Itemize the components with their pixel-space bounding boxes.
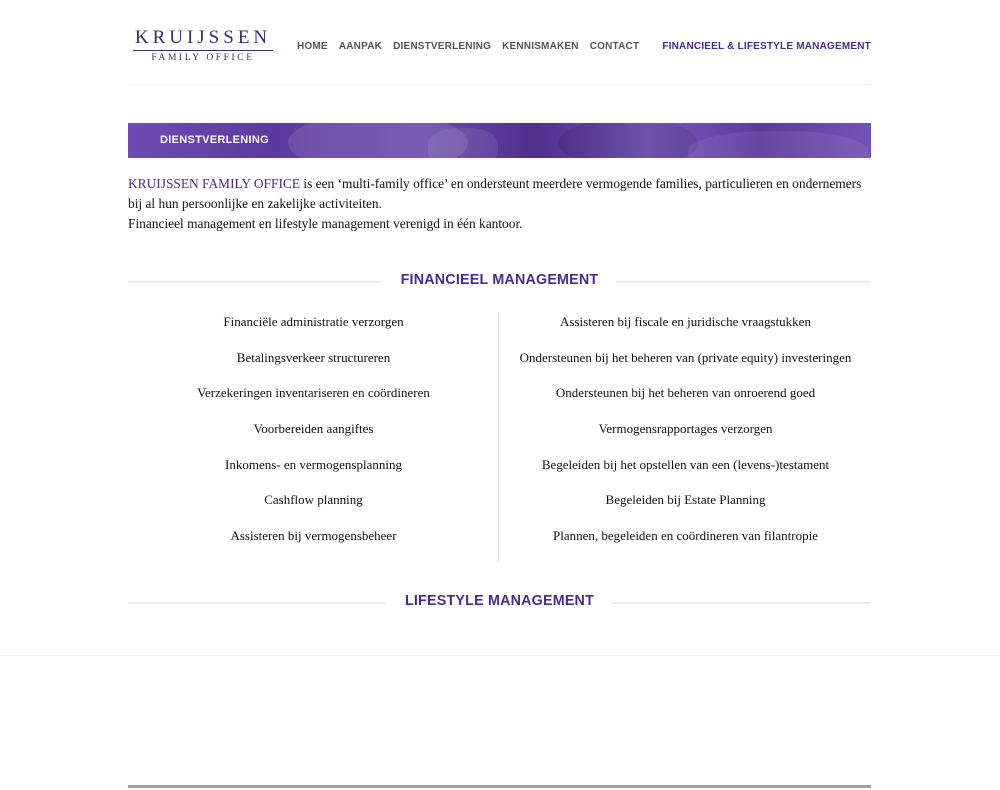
intro-brand: KRUIJSSEN FAMILY OFFICE bbox=[128, 176, 301, 191]
banner-decoration bbox=[428, 128, 498, 158]
list-item: Begeleiden bij Estate Planning bbox=[605, 492, 766, 508]
nav-kennismaken[interactable]: KENNISMAKEN bbox=[502, 41, 579, 52]
list-item: Betalingsverkeer structureren bbox=[236, 349, 391, 365]
banner-decoration bbox=[688, 131, 868, 158]
section-header-financieel bbox=[128, 272, 871, 292]
list-item: Begeleiden bij het opstellen van een (levens-)testament bbox=[541, 456, 830, 472]
cropped-text-stroke bbox=[128, 785, 871, 788]
section-title-financieel: FINANCIEEL MANAGEMENT bbox=[400, 272, 599, 288]
header-divider bbox=[128, 84, 871, 85]
list-item: Vermogensrapportages verzorgen bbox=[598, 421, 773, 437]
banner-title: DIENSTVERLENING bbox=[160, 134, 270, 146]
logo-main-text: KRUIJSSEN bbox=[134, 27, 272, 48]
intro-text: is een ‘multi-family office’ en ondersteunt meerdere vermogende families, particulieren en ondernemers bij al hun persoonlijke en zakelijke activiteiten. bbox=[128, 176, 862, 211]
list-item: Inkomens- en vermogensplanning bbox=[225, 456, 402, 472]
section-header-lifestyle bbox=[128, 593, 871, 613]
header-tagline: FINANCIEEL & LIFESTYLE MANAGEMENT bbox=[662, 41, 871, 52]
nav-aanpak[interactable]: AANPAK bbox=[338, 41, 383, 52]
list-item: Voorbereiden aangiftes bbox=[253, 421, 374, 437]
banner-decoration bbox=[558, 123, 698, 158]
services-right-column bbox=[500, 312, 871, 562]
column-divider bbox=[498, 312, 499, 562]
logo-rule bbox=[133, 50, 273, 51]
list-item: Financiële administratie verzorgen bbox=[223, 314, 404, 329]
list-item: Assisteren bij fiscale en juridische vraagstukken bbox=[560, 314, 811, 329]
page-banner bbox=[128, 123, 871, 158]
intro-paragraph bbox=[128, 174, 871, 234]
list-item: Ondersteunen bij het beheren van onroerend goed bbox=[555, 385, 816, 401]
services-left-column bbox=[128, 312, 499, 562]
list-item: Ondersteunen bij het beheren van (private equity) investeringen bbox=[519, 349, 852, 365]
content-area-lower bbox=[0, 655, 1000, 790]
cropped-text-line bbox=[128, 781, 871, 789]
section-rule bbox=[616, 281, 871, 283]
main-nav bbox=[297, 41, 650, 52]
list-item: Cashflow planning bbox=[264, 492, 363, 508]
nav-home[interactable]: HOME bbox=[297, 41, 328, 52]
nav-contact[interactable]: CONTACT bbox=[589, 41, 640, 52]
financial-services bbox=[128, 312, 871, 562]
list-item: Assisteren bij vermogensbeheer bbox=[230, 528, 397, 544]
logo[interactable] bbox=[133, 28, 273, 64]
list-item: Verzekeringen inventariseren en coördineren bbox=[197, 385, 430, 401]
nav-dienstverlening[interactable]: DIENSTVERLENING bbox=[393, 41, 492, 52]
list-item: Plannen, begeleiden en coördineren van filantropie bbox=[553, 528, 818, 544]
intro-line2: Financieel management en lifestyle management verenigd in één kantoor. bbox=[128, 216, 523, 231]
section-rule bbox=[611, 602, 871, 604]
section-title-lifestyle: LIFESTYLE MANAGEMENT bbox=[404, 593, 595, 609]
logo-sub-text: FAMILY OFFICE bbox=[151, 53, 255, 63]
